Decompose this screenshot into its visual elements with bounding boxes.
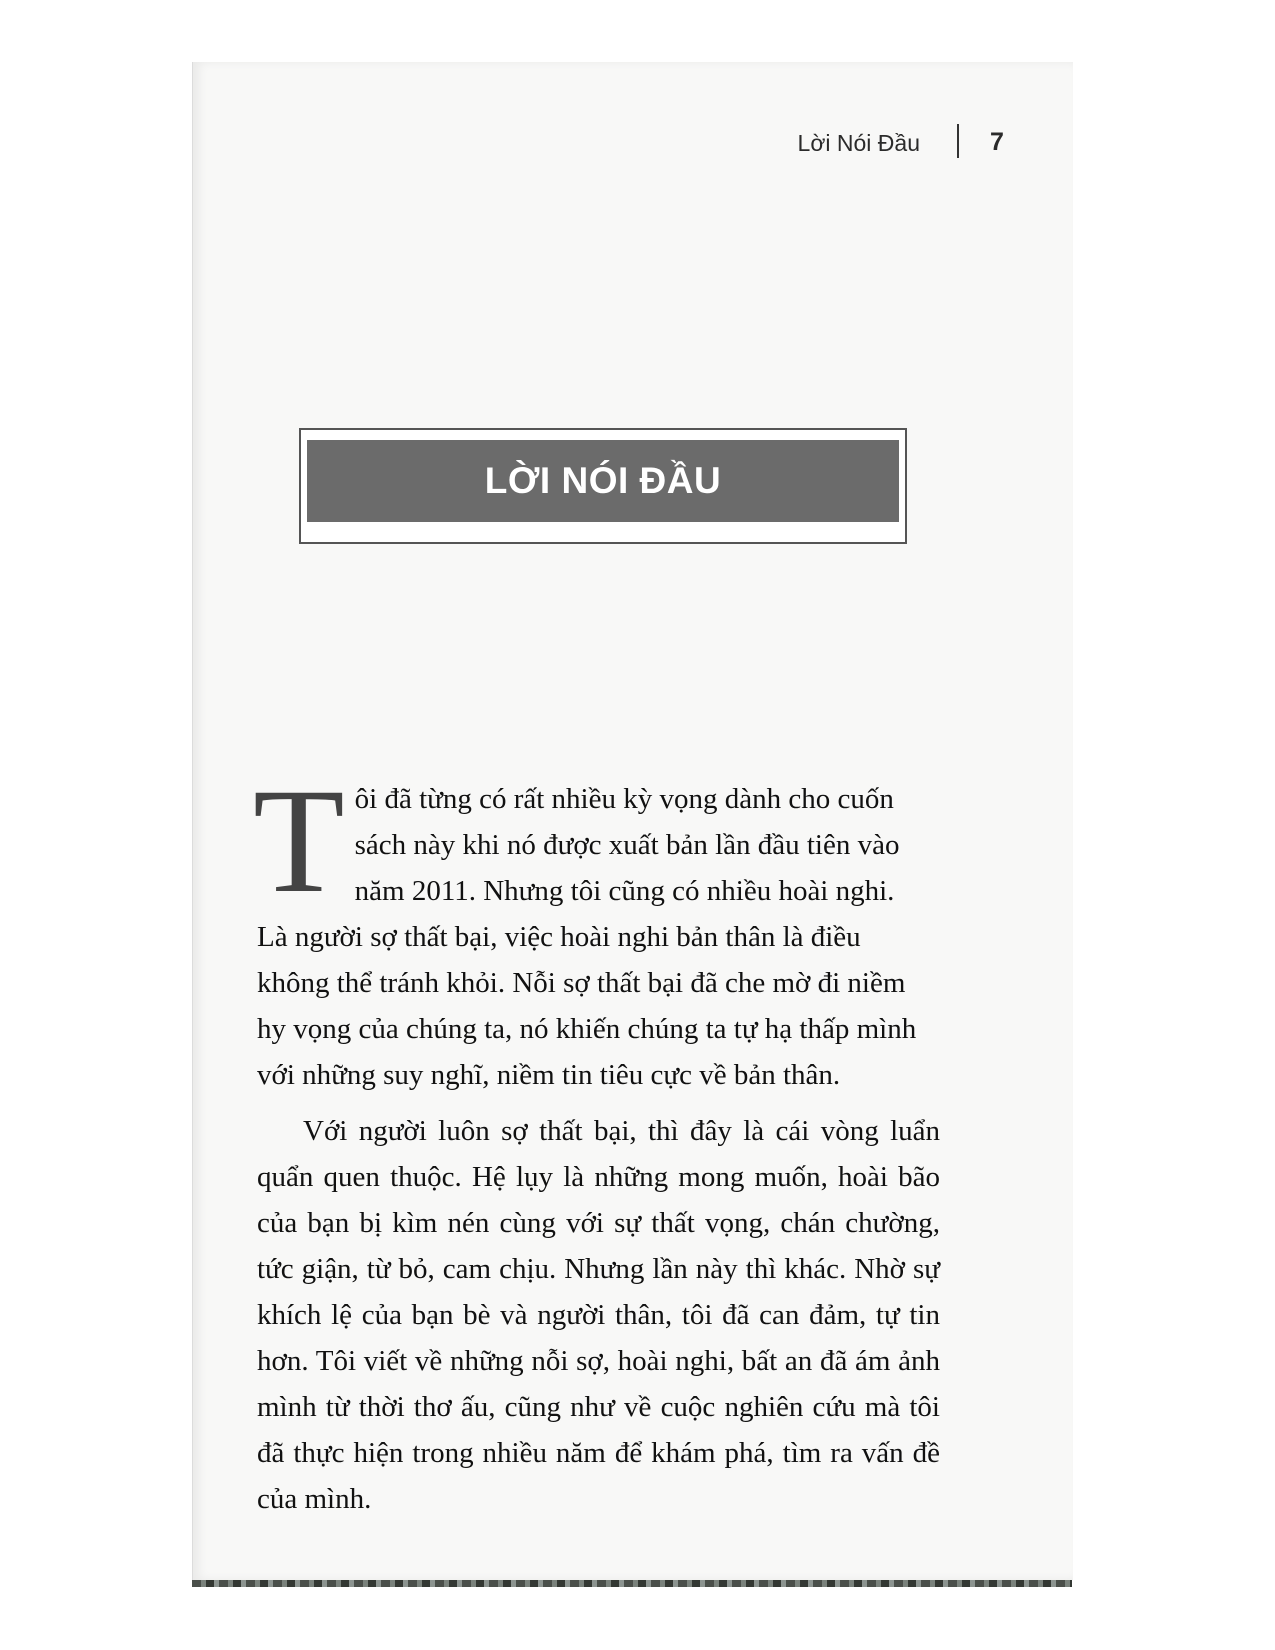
- drop-cap: T: [253, 758, 345, 924]
- show-through-text: [277, 250, 977, 290]
- header-separator: [957, 124, 959, 158]
- paragraph-1-line: không thể tránh khỏi. Nỗi sợ thất bại đã che mờ đi niềm: [257, 967, 906, 999]
- page-stack-edge: [192, 1580, 1072, 1587]
- chapter-heading-box: [299, 428, 907, 544]
- running-header: [640, 124, 1004, 164]
- paragraph-1: [253, 758, 940, 1098]
- paragraph-1-line: năm 2011. Nhưng tôi cũng có nhiều hoài nghi.: [354, 875, 895, 907]
- body-text: [253, 758, 940, 1522]
- chapter-heading-band: [307, 440, 899, 522]
- page-number: 7: [990, 128, 1004, 156]
- paragraph-1-line: hy vọng của chúng ta, nó khiến chúng ta tự hạ thấp mình: [257, 1013, 917, 1045]
- paragraph-2: Với người luôn sợ thất bại, thì đây là cái vòng luẩn quẩn quen thuộc. Hệ lụy là những mong muốn, hoài bão của bạn bị kìm nén cùng với sự thất vọng, chán chường, tức giận, từ bỏ, cam chịu. Nhưng lần này thì khác. Nhờ sự khích lệ của bạn bè và người thân, tôi đã can đảm, tự tin hơn. Tôi viết về những nỗi sợ, hoài nghi, bất an đã ám ảnh mình từ thời thơ ấu, cũng như về cuộc nghiên cứu mà tôi đã thực hiện trong nhiều năm để khám phá, tìm ra vấn đề của mình.: [257, 1115, 940, 1515]
- paragraph-1-line: sách này khi nó được xuất bản lần đầu tiên vào: [354, 829, 900, 861]
- paragraph-1-line: Là người sợ thất bại, việc hoài nghi bản thân là điều: [257, 921, 861, 953]
- chapter-heading: LỜI NÓI ĐẦU: [484, 460, 722, 501]
- running-header-title: Lời Nói Đầu: [797, 130, 920, 156]
- paragraph-1-line: ôi đã từng có rất nhiều kỳ vọng dành cho cuốn: [354, 783, 894, 815]
- paragraph-1-line: với những suy nghĩ, niềm tin tiêu cực về bản thân.: [257, 1059, 841, 1091]
